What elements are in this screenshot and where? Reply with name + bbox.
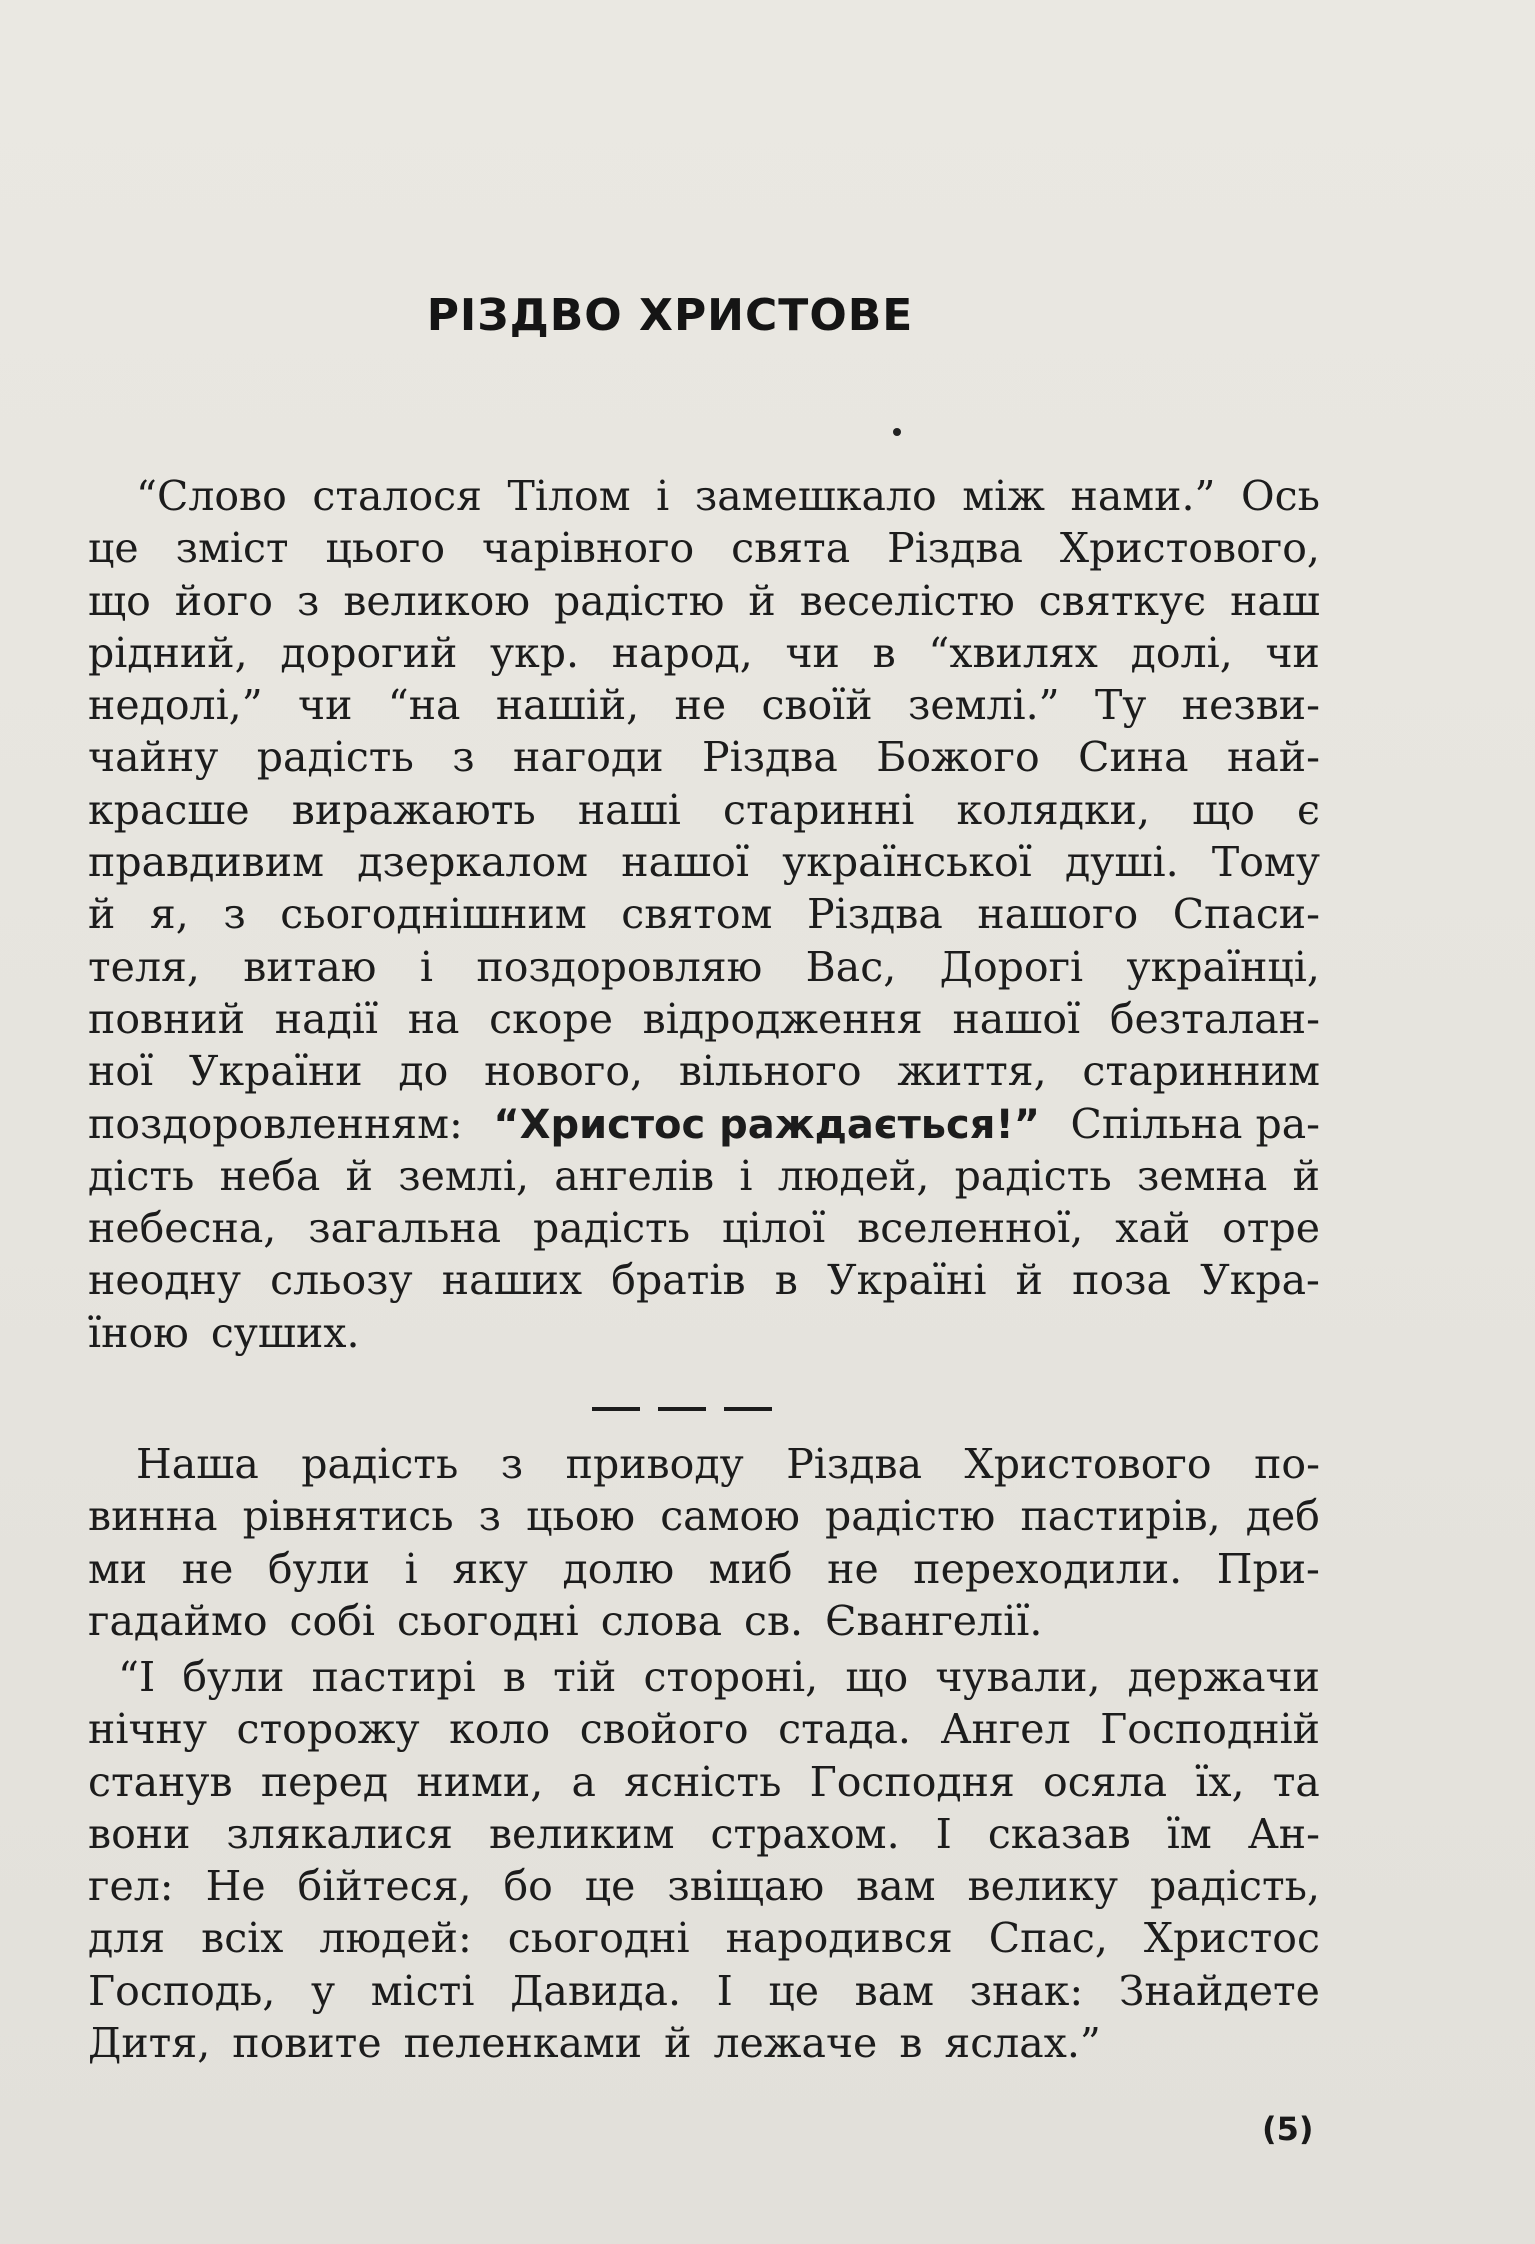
- text-line: це зміст цього чарівного свята Різдва Христового,: [88, 524, 1320, 573]
- text-line: винна рівнятись з цьою самою радістю пастирів, деб: [88, 1492, 1320, 1541]
- text-line: красше виражають наші старинні колядки, що є: [88, 785, 1320, 834]
- text-line: “І були пастирі в тій стороні, що чували, держачи: [118, 1653, 1320, 1701]
- text-line: дість неба й землі, ангелів і людей, радість земна й: [88, 1151, 1320, 1200]
- text-line: неодну сльозу наших братів в Україні й поза Укра-: [88, 1256, 1320, 1305]
- text-line: нічну сторожу коло свойого стада. Ангел Господній: [88, 1705, 1320, 1754]
- text-line: “Слово сталося Тілом і замешкало між нами.” Ось: [136, 472, 1320, 520]
- section-separator: [592, 1407, 772, 1411]
- text-line: станув перед ними, а ясність Господня осяла їх, та: [88, 1757, 1320, 1806]
- text-line: Наша радість з приводу Різдва Христового по-: [136, 1440, 1320, 1488]
- text-line: повний надії на скоре відродження нашої безталан-: [88, 994, 1320, 1043]
- text-line: правдивим дзеркалом нашої української душі. Тому: [88, 838, 1320, 887]
- text-line: Господь, у місті Давида. І це вам знак: Знайдете: [88, 1966, 1320, 2015]
- text-line: й я, з сьогоднішним святом Різдва нашого Спаси-: [88, 890, 1320, 939]
- text-line: ної України до нового, вільного життя, старинним: [88, 1047, 1320, 1096]
- text-line: теля, витаю і поздоровляю Вас, Дорогі українці,: [88, 942, 1320, 991]
- page-title: РІЗДВО ХРИСТОВЕ: [426, 290, 914, 341]
- text-line: небесна, загальна радість цілої вселенної, хай отре: [88, 1204, 1320, 1253]
- text-line: їною суших.: [88, 1308, 360, 1357]
- text-line: недолі,” чи “на нашій, не своїй землі.” Ту незви-: [88, 681, 1320, 730]
- text-line: для всіх людей: сьогодні народився Спас, Христос: [88, 1914, 1320, 1963]
- text-line: гадаймо собі сьогодні слова св. Євангелії.: [88, 1596, 1043, 1645]
- text-line: рідний, дорогий укр. народ, чи в “хвилях долі, чи: [88, 628, 1320, 677]
- text-line: гел: Не бійтеся, бо це звіщаю вам велику радість,: [88, 1862, 1320, 1911]
- ornament-dot: [893, 428, 901, 436]
- text-line: вони злякалися великим страхом. І сказав їм Ан-: [88, 1809, 1320, 1858]
- text-line: Дитя, повите пеленками й лежаче в яслах.”: [88, 2019, 1101, 2068]
- paragraph-2: [88, 1438, 1320, 1647]
- greeting-line: поздоровленням: “Христос раждається!” Спільна ра-: [88, 1098, 1320, 1150]
- paragraph-3: [88, 1651, 1320, 2069]
- page-number: (5): [1262, 2110, 1314, 2148]
- text-line: чайну радість з нагоди Різдва Божого Сина най-: [88, 733, 1320, 782]
- paragraph-1: [88, 470, 1320, 1359]
- text-line: ми не були і яку долю миб не переходили. При-: [88, 1544, 1320, 1593]
- text-line: що його з великою радістю й веселістю святкує наш: [88, 576, 1320, 625]
- greeting-bold: “Христос раждається!”: [493, 1101, 1040, 1148]
